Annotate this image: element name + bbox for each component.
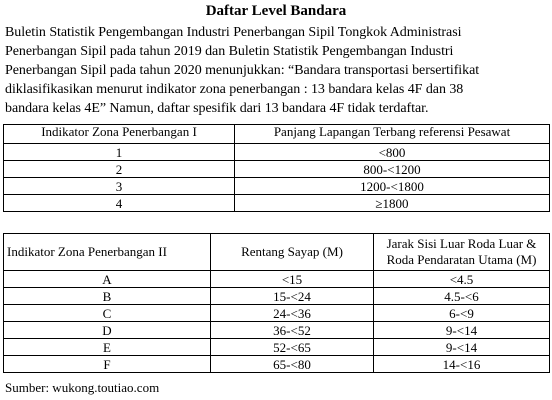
table-cell: C (4, 305, 211, 322)
table-header-row (4, 125, 550, 144)
table-row (4, 178, 550, 195)
table-cell: <4.5 (374, 271, 550, 288)
intro-paragraph (5, 23, 551, 118)
paragraph-line: Buletin Statistik Pengembangan Industri Penerbangan Sipil Tongkok Administrasi (5, 25, 462, 40)
table-cell: 3 (4, 178, 235, 195)
table-cell: <15 (211, 271, 374, 288)
table-cell: 6-<9 (374, 305, 550, 322)
table-cell: 36-<52 (211, 322, 374, 339)
table-row (4, 322, 550, 339)
column-header-runway-length: Panjang Lapangan Terbang referensi Pesawat (235, 125, 550, 144)
table-cell: 2 (4, 161, 235, 178)
table-row (4, 161, 550, 178)
source-note: Sumber: wukong.toutiao.com (5, 380, 160, 395)
table-row (4, 288, 550, 305)
column-header-zone-indicator-1: Indikator Zona Penerbangan I (4, 125, 235, 144)
table-cell: B (4, 288, 211, 305)
table-cell: 1 (4, 144, 235, 161)
table-cell: ≥1800 (235, 195, 550, 212)
paragraph-line: bandara kelas 4E” Namun, daftar spesifik dari 13 bandara 4F tidak terdaftar. (5, 101, 429, 116)
table-cell: 65-<80 (211, 356, 374, 373)
column-header-wingspan: Rentang Sayap (M) (211, 234, 374, 271)
column-header-zone-indicator-2: Indikator Zona Penerbangan II (4, 234, 211, 271)
table-cell: 9-<14 (374, 339, 550, 356)
table-row (4, 271, 550, 288)
table-cell: 52-<65 (211, 339, 374, 356)
table-cell: 4 (4, 195, 235, 212)
table-cell: 9-<14 (374, 322, 550, 339)
table-cell: A (4, 271, 211, 288)
table-cell: D (4, 322, 211, 339)
runway-length-table (3, 124, 550, 212)
paragraph-line: Penerbangan Sipil pada tahun 2020 menunjukkan: “Bandara transportasi bersertifikat (5, 63, 480, 78)
table-cell: 800-<1200 (235, 161, 550, 178)
table-header-row (4, 234, 550, 271)
table-cell: 24-<36 (211, 305, 374, 322)
table-cell: E (4, 339, 211, 356)
table-cell: <800 (235, 144, 550, 161)
table-row (4, 356, 550, 373)
table-row (4, 339, 550, 356)
table-row (4, 195, 550, 212)
paragraph-line: Penerbangan Sipil pada tahun 2019 dan Buletin Statistik Pengembangan Industri (5, 44, 454, 59)
table-cell: 15-<24 (211, 288, 374, 305)
table-row (4, 305, 550, 322)
column-header-wheel-span: Jarak Sisi Luar Roda Luar & Roda Pendaratan Utama (M) (374, 234, 550, 271)
table-cell: F (4, 356, 211, 373)
document-title: Daftar Level Bandara (205, 3, 347, 19)
table-cell: 1200-<1800 (235, 178, 550, 195)
table-cell: 4.5-<6 (374, 288, 550, 305)
wingspan-table (3, 233, 550, 373)
table-row (4, 144, 550, 161)
table-cell: 14-<16 (374, 356, 550, 373)
paragraph-line: diklasifikasikan menurut indikator zona penerbangan : 13 bandara kelas 4F dan 38 (5, 82, 464, 97)
